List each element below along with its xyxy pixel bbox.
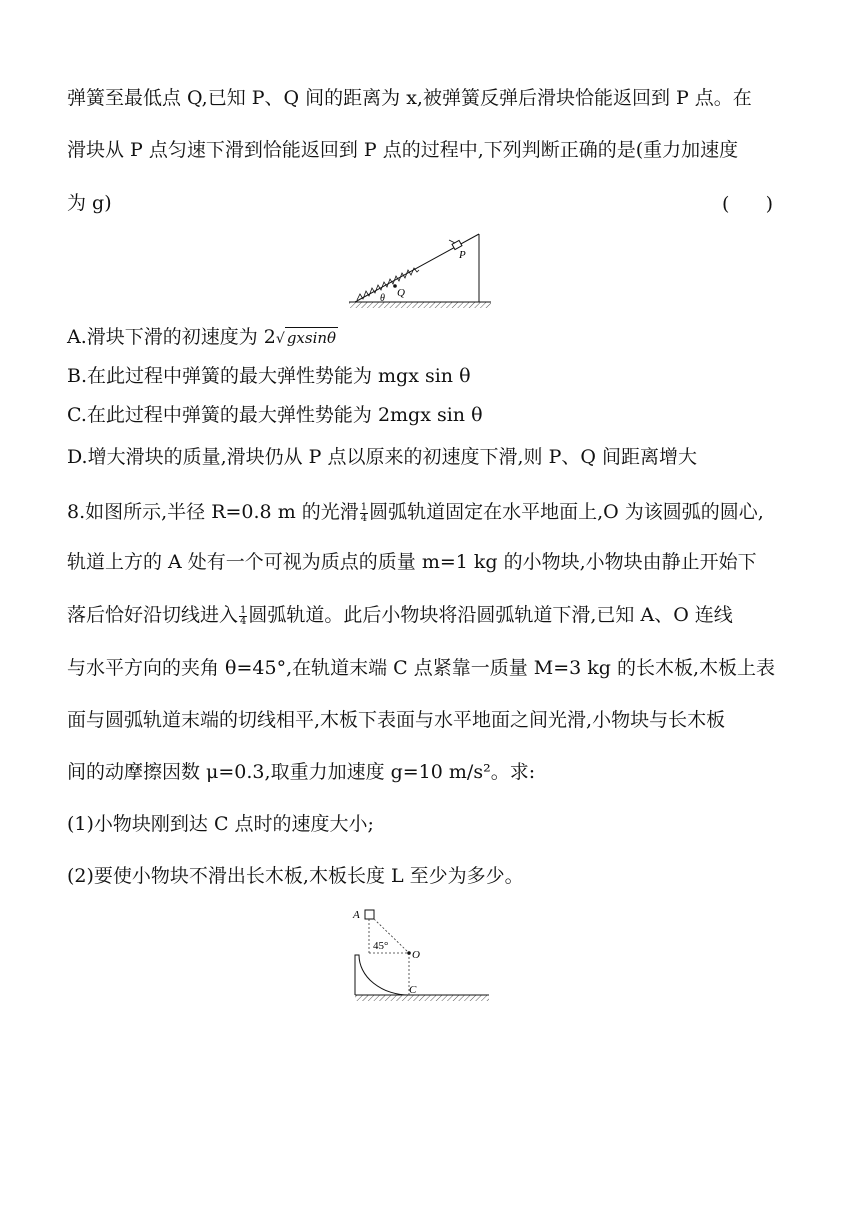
q8-line1-b: 圆弧轨道固定在水平地面上,O 为该圆弧的圆心, — [369, 501, 764, 523]
answer-bracket: ( ) — [722, 193, 774, 215]
option-c: C.在此过程中弹簧的最大弹性势能为 2mgx sin θ — [67, 404, 483, 426]
q8-text-line-3 — [67, 603, 733, 627]
label-45: 45° — [373, 940, 389, 952]
option-b: B.在此过程中弹簧的最大弹性势能为 mgx sin θ — [67, 365, 471, 387]
q8-line3-a: 落后恰好沿切线进入 — [67, 604, 239, 626]
incline-spring-figure — [345, 228, 495, 312]
q7-text-line-3: 为 g) — [67, 192, 112, 214]
q8-text-line-4: 与水平方向的夹角 θ=45°,在轨道末端 C 点紧靠一质量 M=3 kg 的长木板,木板上表 — [67, 657, 776, 679]
fraction-denominator-2: 4 — [240, 615, 247, 627]
label-theta: θ — [380, 293, 385, 304]
track-arc — [355, 955, 409, 995]
label-c: C — [409, 984, 417, 996]
q8-sub-question-2: (2)要使小物块不滑出长木板,木板长度 L 至少为多少。 — [67, 865, 524, 887]
q8-text-line-1 — [67, 500, 764, 524]
spring — [357, 268, 419, 300]
ground-hatch — [349, 302, 491, 308]
q8-line3-b: 圆弧轨道。此后小物块将沿圆弧轨道下滑,已知 A、O 连线 — [248, 604, 733, 626]
label-o: O — [412, 949, 420, 961]
q7-text-line-1: 弹簧至最低点 Q,已知 P、Q 间的距离为 x,被弹簧反弹后滑块恰能返回到 P 点。在 — [67, 87, 752, 109]
label-a: A — [353, 909, 360, 921]
fraction-quarter — [360, 503, 368, 524]
ground-hatch-2 — [355, 995, 489, 1001]
center-o-dot — [407, 951, 411, 955]
option-a — [67, 325, 338, 351]
fraction-numerator-2: 1 — [240, 604, 247, 616]
q7-text-line-2: 滑块从 P 点匀速下滑到恰能返回到 P 点的过程中,下列判断正确的是(重力加速度 — [67, 139, 739, 161]
label-p: P — [459, 249, 466, 261]
velocity-arrow — [449, 240, 455, 243]
fraction-numerator: 1 — [360, 501, 368, 513]
label-q: Q — [397, 287, 405, 299]
option-a-radicand: gxsinθ — [286, 329, 337, 347]
quarter-arc-figure — [345, 905, 495, 1010]
block-a — [365, 910, 374, 919]
q8-line1-a: 8.如图所示,半径 R=0.8 m 的光滑 — [67, 501, 359, 523]
q8-text-line-6: 间的动摩擦因数 μ=0.3,取重力加速度 g=10 m/s²。求: — [67, 761, 536, 783]
option-d: D.增大滑块的质量,滑块仍从 P 点以原来的初速度下滑,则 P、Q 间距离增大 — [67, 446, 697, 468]
q8-text-line-5: 面与圆弧轨道末端的切线相平,木板下表面与水平地面之间光滑,小物块与长木板 — [67, 709, 726, 731]
sqrt-sign: √ — [275, 331, 285, 347]
fraction-denominator: 4 — [360, 512, 368, 524]
fraction-quarter-2 — [239, 606, 247, 627]
option-a-text: A.滑块下滑的初速度为 2 — [67, 326, 276, 348]
q8-text-line-2: 轨道上方的 A 处有一个可视为质点的质量 m=1 kg 的小物块,小物块由静止开始下 — [67, 551, 757, 573]
q8-sub-question-1: (1)小物块刚到达 C 点时的速度大小; — [67, 813, 374, 835]
